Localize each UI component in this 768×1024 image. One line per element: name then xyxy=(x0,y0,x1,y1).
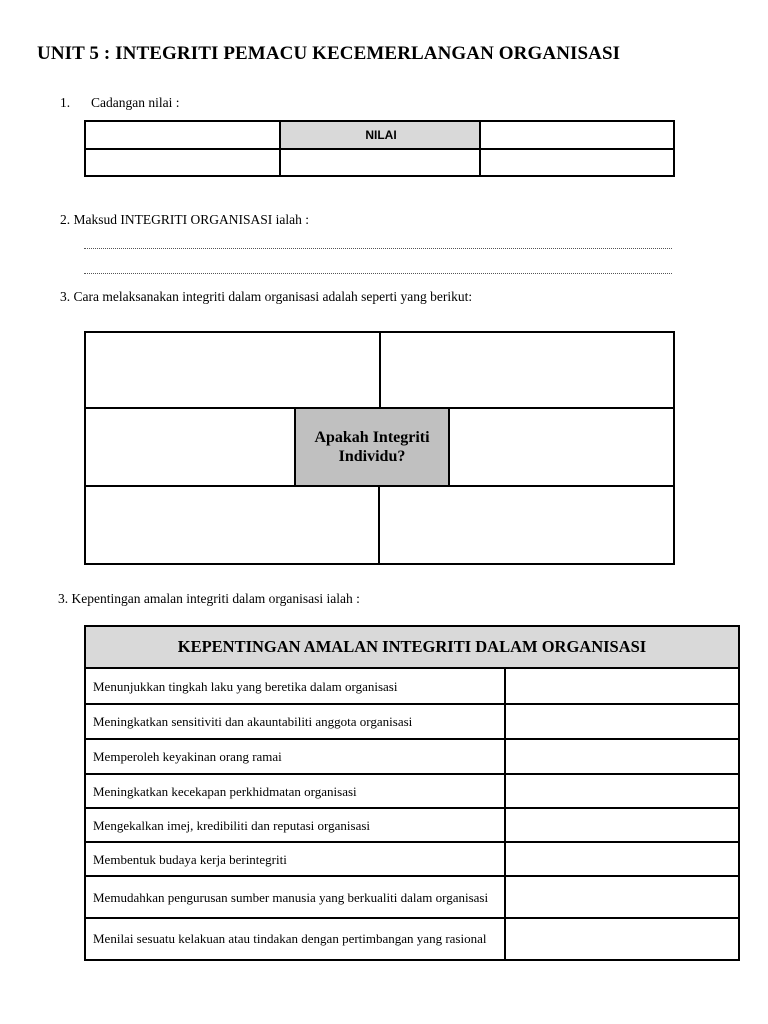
table-row-text: Menilai sesuatu kelakuan atau tindakan dengan pertimbangan yang rasional xyxy=(93,931,487,946)
table-row-text: Meningkatkan sensitiviti dan akauntabiliti anggota organisasi xyxy=(93,714,413,729)
table-row xyxy=(86,739,738,774)
table-row xyxy=(86,669,738,704)
diagram-box-top-left[interactable] xyxy=(86,333,379,407)
kepentingan-table xyxy=(84,625,740,961)
table-row xyxy=(86,842,738,876)
table-row-answer-cell[interactable] xyxy=(506,774,738,808)
question-3-text: 3. Cara melaksanakan integriti dalam organisasi adalah seperti yang berikut: xyxy=(60,289,473,304)
table-row xyxy=(86,918,738,959)
nilai-cell-blank[interactable] xyxy=(86,150,279,175)
question-1-text: Cadangan nilai : xyxy=(91,95,180,110)
table-row-answer-cell[interactable] xyxy=(506,739,738,774)
table-row-text: Menunjukkan tingkah laku yang beretika dalam organisasi xyxy=(93,679,398,694)
question-1-number: 1. xyxy=(60,95,71,110)
table-row xyxy=(86,876,738,918)
table-row-text: Memperoleh keyakinan orang ramai xyxy=(93,749,282,764)
table-row-text: Membentuk budaya kerja berintegriti xyxy=(93,851,287,867)
center-box-line-1: Apakah Integriti xyxy=(314,429,430,446)
table-row-answer-cell[interactable] xyxy=(506,918,738,959)
diagram-box-middle-left[interactable] xyxy=(86,409,294,485)
table-row-text: Meningkatkan kecekapan perkhidmatan organisasi xyxy=(93,783,357,799)
table-row xyxy=(86,774,738,808)
table-row-text: Memudahkan pengurusan sumber manusia yang berkualiti dalam organisasi xyxy=(93,889,489,905)
table-row-answer-cell[interactable] xyxy=(506,876,738,918)
nilai-cell-blank[interactable] xyxy=(281,150,479,175)
nilai-cell-blank[interactable] xyxy=(481,122,673,148)
kepentingan-table-title: KEPENTINGAN AMALAN INTEGRITI DALAM ORGANISASI xyxy=(86,627,738,669)
answer-dotted-line[interactable] xyxy=(84,248,672,250)
diagram-center-box xyxy=(294,407,450,487)
answer-dotted-line[interactable] xyxy=(84,273,672,275)
nilai-header-cell: NILAI xyxy=(281,122,481,148)
table-row-text: Mengekalkan imej, kredibiliti dan reputasi organisasi xyxy=(93,817,371,833)
table-row xyxy=(86,704,738,739)
table-row-answer-cell[interactable] xyxy=(506,704,738,739)
diagram-box-bottom-right[interactable] xyxy=(380,487,673,563)
question-3b-text: 3. Kepentingan amalan integriti dalam organisasi ialah : xyxy=(58,591,360,606)
table-row-answer-cell[interactable] xyxy=(506,842,738,876)
nilai-cell-blank[interactable] xyxy=(86,122,279,148)
table-row xyxy=(86,808,738,842)
integrity-diagram xyxy=(84,331,675,565)
page-title: UNIT 5 : INTEGRITI PEMACU KECEMERLANGAN ORGANISASI xyxy=(37,43,621,64)
question-2-text: 2. Maksud INTEGRITI ORGANISASI ialah : xyxy=(60,212,309,227)
table-row-answer-cell[interactable] xyxy=(506,669,738,704)
nilai-cell-blank[interactable] xyxy=(481,150,673,175)
center-box-line-2: Individu? xyxy=(338,448,406,465)
diagram-box-bottom-left[interactable] xyxy=(86,487,378,563)
diagram-box-middle-right[interactable] xyxy=(450,409,673,485)
table-row-answer-cell[interactable] xyxy=(506,808,738,842)
nilai-table xyxy=(84,120,675,177)
diagram-box-top-right[interactable] xyxy=(381,333,673,407)
